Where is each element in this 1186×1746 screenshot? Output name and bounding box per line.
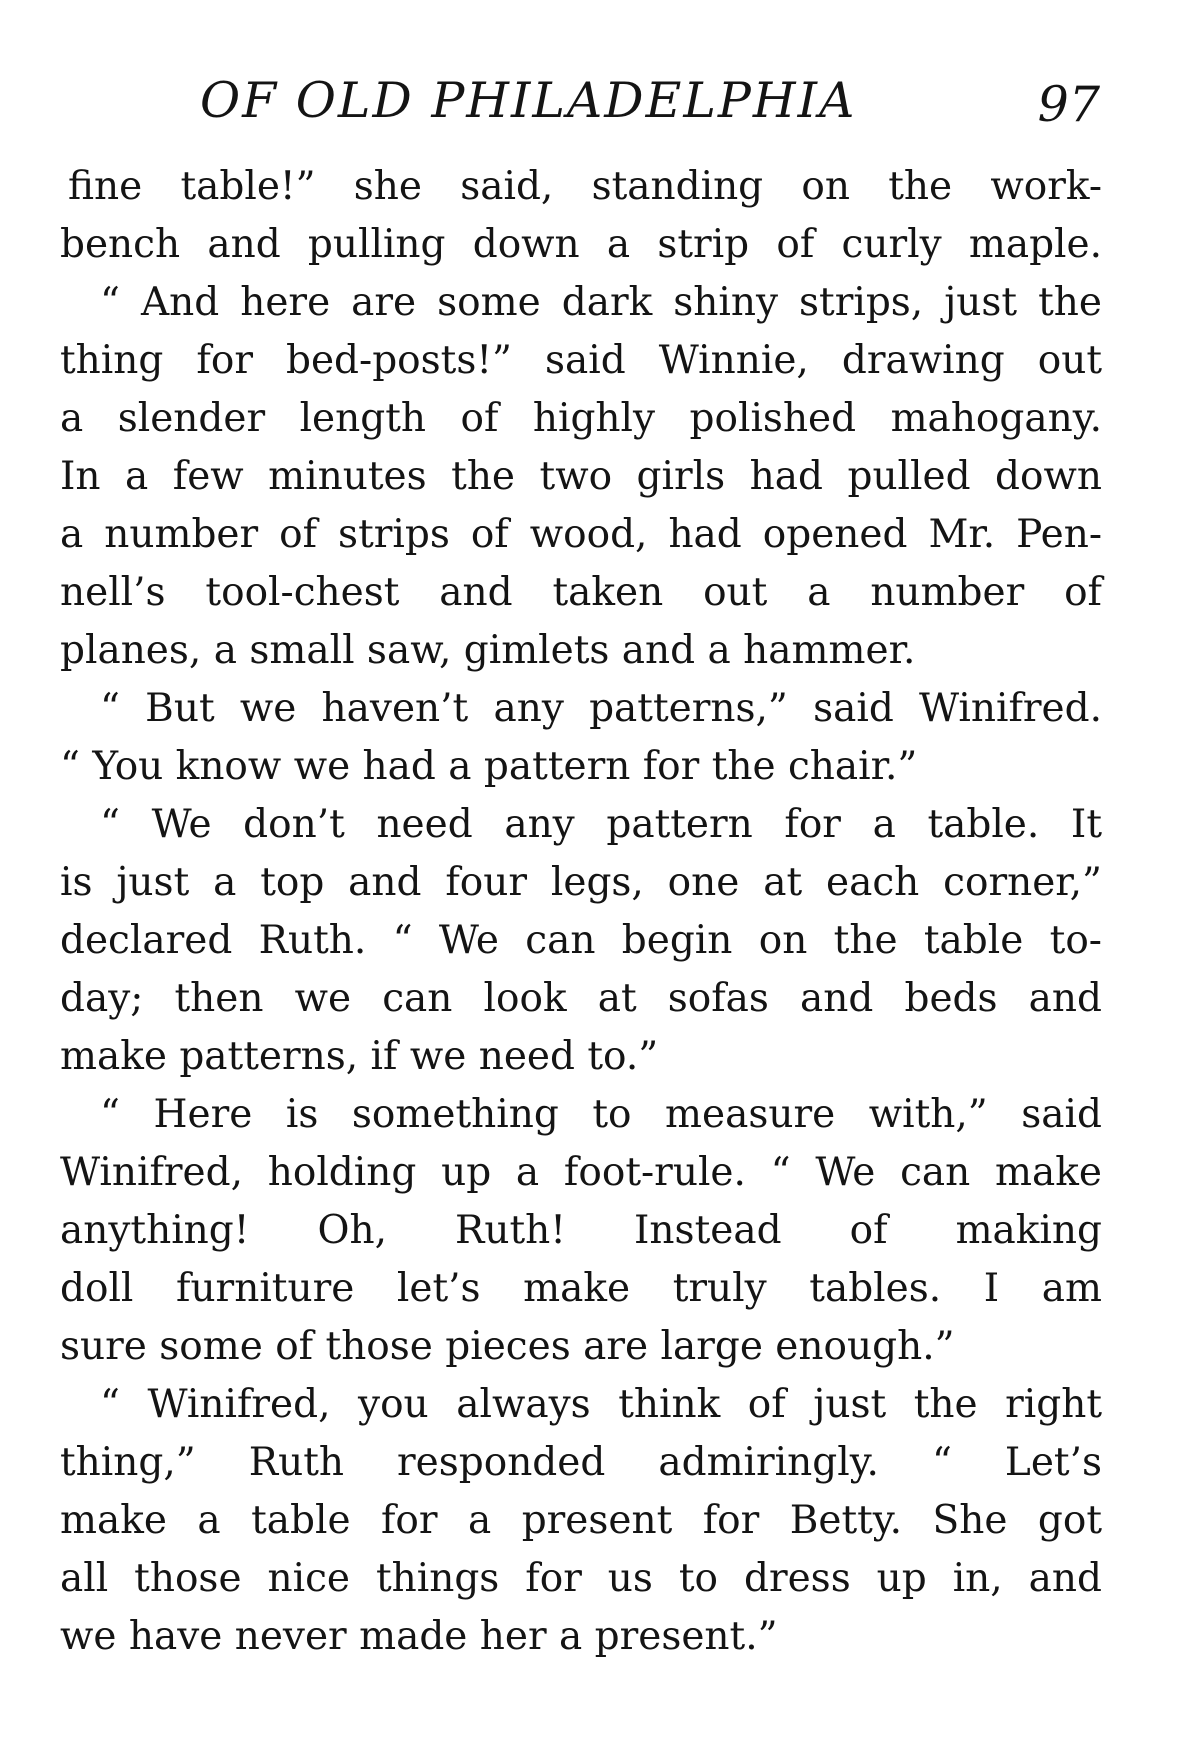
text-line: make patterns, if we need to.”: [60, 1034, 659, 1079]
text-line: sure some of those pieces are large enough.”: [60, 1324, 955, 1369]
text-line: doll furniture let’s make truly tables. I am: [60, 1266, 1102, 1311]
text-line: “ Winifred, you always think of just the right: [100, 1382, 1102, 1427]
text-line: “ You know we had a pattern for the chair.”: [60, 744, 918, 789]
text-line: planes, a small saw, gimlets and a hammer.: [60, 628, 916, 673]
text-line: is just a top and four legs, one at each corner,”: [60, 860, 1102, 905]
text-line: fine table!” she said, standing on the work-: [68, 164, 1102, 209]
text-line: make a table for a present for Betty. She got: [60, 1498, 1102, 1543]
page-number: 97: [1037, 76, 1100, 133]
text-line: a number of strips of wood, had opened Mr. Pen-: [60, 512, 1102, 557]
text-line: thing for bed-posts!” said Winnie, drawing out: [60, 338, 1102, 383]
running-head: [200, 66, 1100, 136]
text-line: a slender length of highly polished mahogany.: [60, 396, 1102, 441]
text-line: Winifred, holding up a foot-rule. “ We can make: [60, 1150, 1102, 1195]
text-line: declared Ruth. “ We can begin on the table to-: [60, 918, 1102, 963]
text-line: “ And here are some dark shiny strips, just the: [100, 280, 1102, 325]
text-line: we have never made her a present.”: [60, 1614, 778, 1659]
text-line: “ But we haven’t any patterns,” said Winifred.: [100, 686, 1102, 731]
text-line: “ Here is something to measure with,” said: [100, 1092, 1102, 1137]
running-head-title: OF OLD PHILADELPHIA: [200, 72, 857, 129]
text-line: nell’s tool-chest and taken out a number of: [60, 570, 1102, 615]
text-line: anything! Oh, Ruth! Instead of making: [60, 1208, 1102, 1253]
text-line: bench and pulling down a strip of curly maple.: [60, 222, 1102, 267]
text-line: In a few minutes the two girls had pulled down: [60, 454, 1102, 499]
text-line: “ We don’t need any pattern for a table. It: [100, 802, 1102, 847]
text-line: all those nice things for us to dress up in, and: [60, 1556, 1102, 1601]
text-line: thing,” Ruth responded admiringly. “ Let’s: [60, 1440, 1102, 1485]
body-text: [60, 158, 1102, 1666]
text-line: day; then we can look at sofas and beds and: [60, 976, 1102, 1021]
